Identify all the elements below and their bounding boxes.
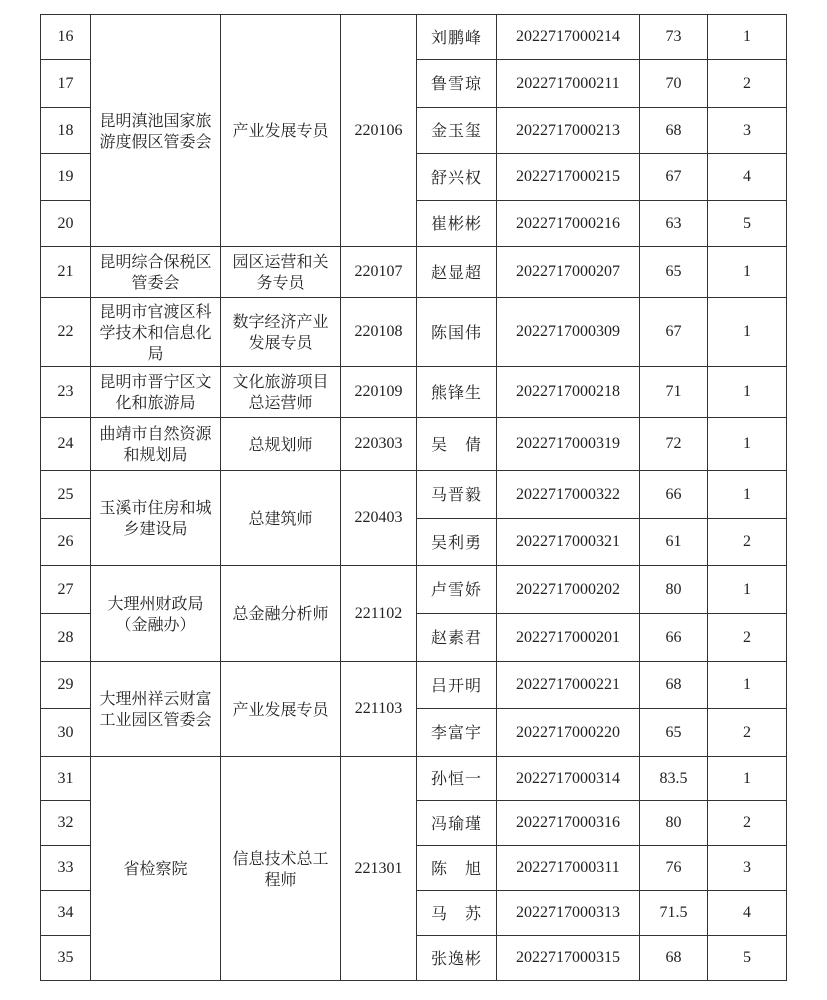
position-title: 产业发展专员 (221, 662, 341, 757)
score-value: 66 (640, 614, 708, 662)
table-row (41, 662, 787, 709)
row-number: 22 (41, 298, 91, 367)
rank-value: 2 (708, 614, 787, 662)
rank-value: 1 (708, 298, 787, 367)
employer-unit: 玉溪市住房和城乡建设局 (91, 471, 221, 566)
score-value: 65 (640, 709, 708, 757)
rank-value: 3 (708, 108, 787, 154)
position-title: 数字经济产业发展专员 (221, 298, 341, 367)
score-value: 67 (640, 298, 708, 367)
ticket-number: 2022717000215 (497, 154, 640, 201)
rank-value: 1 (708, 757, 787, 801)
row-number: 26 (41, 519, 91, 566)
row-number: 24 (41, 418, 91, 471)
rank-value: 4 (708, 891, 787, 936)
ticket-number: 2022717000207 (497, 247, 640, 298)
candidate-name: 吕开明 (417, 662, 497, 709)
rank-value: 2 (708, 60, 787, 108)
score-value: 68 (640, 662, 708, 709)
score-value: 76 (640, 846, 708, 891)
row-number: 18 (41, 108, 91, 154)
table-row (41, 757, 787, 801)
rank-value: 1 (708, 367, 787, 418)
score-value: 68 (640, 108, 708, 154)
ticket-number: 2022717000213 (497, 108, 640, 154)
candidate-name: 孙恒一 (417, 757, 497, 801)
score-value: 61 (640, 519, 708, 566)
score-value: 83.5 (640, 757, 708, 801)
rank-value: 5 (708, 201, 787, 247)
position-code: 221301 (341, 757, 417, 981)
row-number: 17 (41, 60, 91, 108)
rank-value: 5 (708, 936, 787, 981)
ticket-number: 2022717000221 (497, 662, 640, 709)
candidate-name: 赵显超 (417, 247, 497, 298)
candidate-name: 冯瑜瑾 (417, 801, 497, 846)
position-title: 总金融分析师 (221, 566, 341, 662)
ticket-number: 2022717000202 (497, 566, 640, 614)
candidate-name: 卢雪娇 (417, 566, 497, 614)
row-number: 35 (41, 936, 91, 981)
candidate-name: 吴利勇 (417, 519, 497, 566)
ticket-number: 2022717000315 (497, 936, 640, 981)
results-table (40, 14, 787, 981)
candidate-name: 陈 旭 (417, 846, 497, 891)
score-value: 71 (640, 367, 708, 418)
employer-unit: 昆明滇池国家旅游度假区管委会 (91, 15, 221, 247)
row-number: 25 (41, 471, 91, 519)
employer-unit: 昆明市官渡区科学技术和信息化局 (91, 298, 221, 367)
score-value: 66 (640, 471, 708, 519)
row-number: 21 (41, 247, 91, 298)
employer-unit: 大理州财政局（金融办） (91, 566, 221, 662)
employer-unit: 省检察院 (91, 757, 221, 981)
employer-unit: 昆明综合保税区管委会 (91, 247, 221, 298)
candidate-name: 赵素君 (417, 614, 497, 662)
rank-value: 1 (708, 662, 787, 709)
row-number: 19 (41, 154, 91, 201)
rank-value: 2 (708, 709, 787, 757)
candidate-name: 陈国伟 (417, 298, 497, 367)
rank-value: 1 (708, 247, 787, 298)
position-code: 220108 (341, 298, 417, 367)
position-code: 220109 (341, 367, 417, 418)
candidate-name: 李富宇 (417, 709, 497, 757)
ticket-number: 2022717000220 (497, 709, 640, 757)
score-value: 80 (640, 801, 708, 846)
position-code: 221102 (341, 566, 417, 662)
row-number: 30 (41, 709, 91, 757)
ticket-number: 2022717000216 (497, 201, 640, 247)
table-row (41, 15, 787, 60)
score-value: 71.5 (640, 891, 708, 936)
position-title: 文化旅游项目总运营师 (221, 367, 341, 418)
rank-value: 1 (708, 15, 787, 60)
ticket-number: 2022717000321 (497, 519, 640, 566)
score-value: 67 (640, 154, 708, 201)
ticket-number: 2022717000201 (497, 614, 640, 662)
employer-unit: 昆明市晋宁区文化和旅游局 (91, 367, 221, 418)
candidate-name: 吴 倩 (417, 418, 497, 471)
rank-value: 4 (708, 154, 787, 201)
rank-value: 2 (708, 801, 787, 846)
score-value: 73 (640, 15, 708, 60)
table-body (41, 15, 787, 981)
row-number: 23 (41, 367, 91, 418)
rank-value: 2 (708, 519, 787, 566)
row-number: 16 (41, 15, 91, 60)
rank-value: 1 (708, 418, 787, 471)
candidate-name: 马 苏 (417, 891, 497, 936)
rank-value: 1 (708, 566, 787, 614)
candidate-name: 马晋毅 (417, 471, 497, 519)
score-value: 68 (640, 936, 708, 981)
row-number: 28 (41, 614, 91, 662)
score-value: 63 (640, 201, 708, 247)
score-value: 70 (640, 60, 708, 108)
ticket-number: 2022717000311 (497, 846, 640, 891)
score-value: 80 (640, 566, 708, 614)
position-title: 产业发展专员 (221, 15, 341, 247)
ticket-number: 2022717000218 (497, 367, 640, 418)
candidate-name: 金玉玺 (417, 108, 497, 154)
candidate-name: 张逸彬 (417, 936, 497, 981)
position-title: 园区运营和关务专员 (221, 247, 341, 298)
position-code: 220106 (341, 15, 417, 247)
employer-unit: 大理州祥云财富工业园区管委会 (91, 662, 221, 757)
ticket-number: 2022717000214 (497, 15, 640, 60)
ticket-number: 2022717000319 (497, 418, 640, 471)
position-code: 220107 (341, 247, 417, 298)
position-code: 220303 (341, 418, 417, 471)
row-number: 31 (41, 757, 91, 801)
position-code: 220403 (341, 471, 417, 566)
position-title: 信息技术总工程师 (221, 757, 341, 981)
ticket-number: 2022717000313 (497, 891, 640, 936)
rank-value: 1 (708, 471, 787, 519)
row-number: 27 (41, 566, 91, 614)
table-row (41, 247, 787, 298)
row-number: 20 (41, 201, 91, 247)
row-number: 29 (41, 662, 91, 709)
ticket-number: 2022717000211 (497, 60, 640, 108)
position-code: 221103 (341, 662, 417, 757)
table-row (41, 298, 787, 367)
table-row (41, 566, 787, 614)
table-row (41, 367, 787, 418)
candidate-name: 鲁雪琼 (417, 60, 497, 108)
row-number: 34 (41, 891, 91, 936)
candidate-name: 熊锋生 (417, 367, 497, 418)
employer-unit: 曲靖市自然资源和规划局 (91, 418, 221, 471)
candidate-name: 刘鹏峰 (417, 15, 497, 60)
row-number: 32 (41, 801, 91, 846)
score-value: 72 (640, 418, 708, 471)
ticket-number: 2022717000309 (497, 298, 640, 367)
position-title: 总规划师 (221, 418, 341, 471)
table-row (41, 471, 787, 519)
candidate-name: 崔彬彬 (417, 201, 497, 247)
ticket-number: 2022717000314 (497, 757, 640, 801)
ticket-number: 2022717000316 (497, 801, 640, 846)
table-row (41, 418, 787, 471)
candidate-name: 舒兴权 (417, 154, 497, 201)
ticket-number: 2022717000322 (497, 471, 640, 519)
score-value: 65 (640, 247, 708, 298)
row-number: 33 (41, 846, 91, 891)
position-title: 总建筑师 (221, 471, 341, 566)
rank-value: 3 (708, 846, 787, 891)
